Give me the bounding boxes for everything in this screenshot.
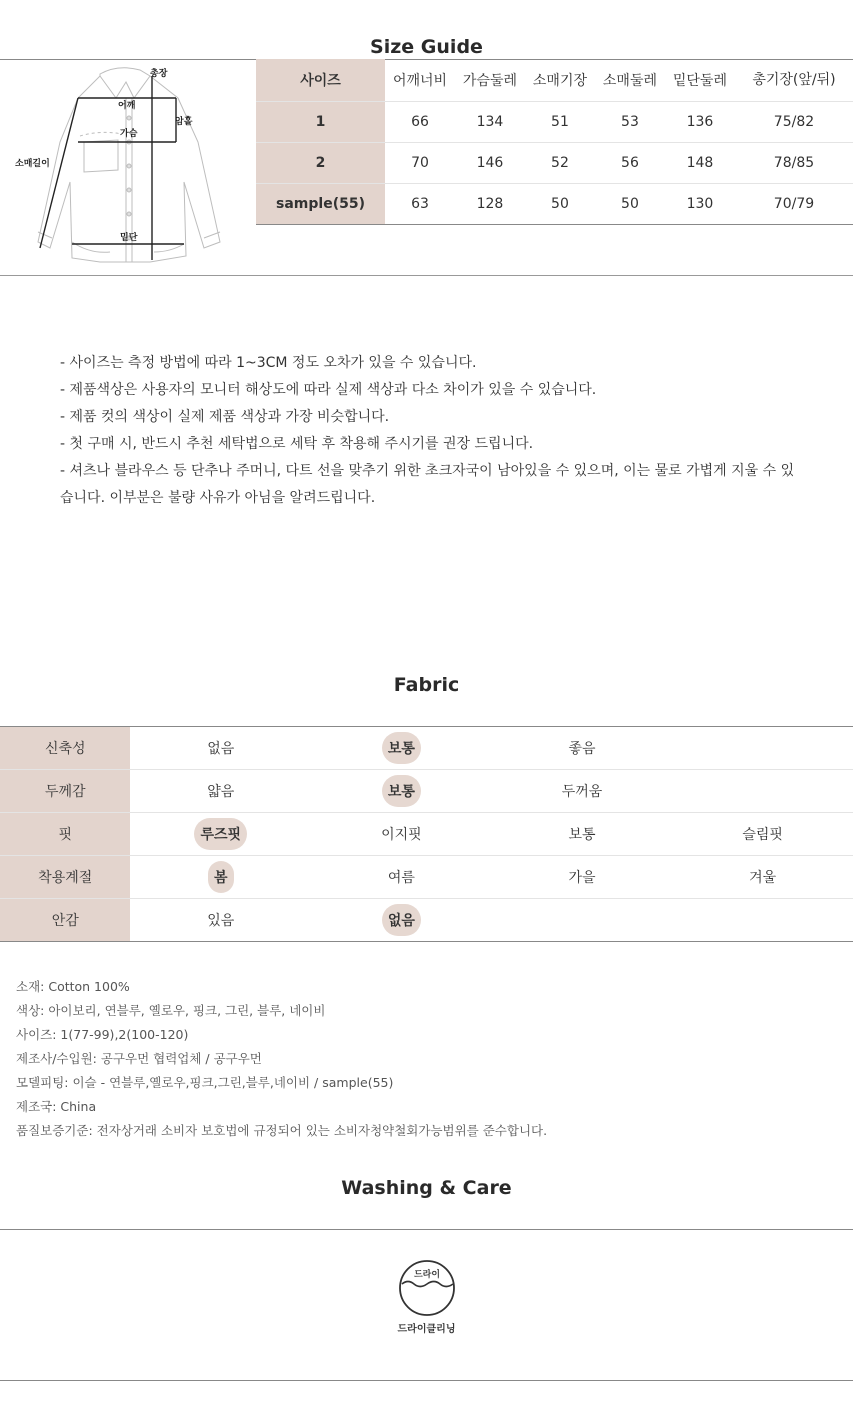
table-cell: 148 [665,143,735,184]
spec-manufacturer: 제조사/수입원: 공구우먼 협력업체 / 공구우먼 [16,1051,262,1066]
shirt-measurement-diagram [0,62,250,270]
fabric-option [492,899,673,942]
diagram-label-chest: 가슴 [120,129,138,139]
fabric-option: 이지핏 [311,813,492,856]
table-cell: 52 [525,143,595,184]
fabric-row-label: 두께감 [0,770,130,813]
fabric-row [0,856,853,899]
fabric-row [0,899,853,942]
note-item: - 셔츠나 블라우스 등 단추나 주머니, 다트 선을 맞추기 위한 초크자국이 남아있을 수 있으며, 이는 물로 가볍게 지울 수 있습니다. 이부분은 불량 사유가 아님을 알려드립니다. [60,463,795,506]
fabric-option [672,899,853,942]
fabric-title: Fabric [393,674,460,696]
table-cell: 75/82 [735,102,853,143]
diagram-label-hem: 밑단 [120,233,138,243]
fabric-option-selected: 없음 [311,899,492,942]
fabric-option: 얇음 [130,770,311,813]
fabric-option [672,770,853,813]
note-item: - 첫 구매 시, 반드시 추천 세탁법으로 세탁 후 착용해 주시기를 권장 드립니다. [60,436,534,452]
spec-size: 사이즈: 1(77-99),2(100-120) [16,1027,189,1042]
size-cell: sample(55) [256,184,385,225]
table-cell: 50 [525,184,595,225]
note-item: - 제품 컷의 색상이 실제 제품 색상과 가장 비슷합니다. [60,409,390,425]
shoulder-header-cell: 어깨너비 [385,59,455,102]
note-item: - 사이즈는 측정 방법에 따라 1~3CM 정도 오차가 있을 수 있습니다. [60,355,477,371]
table-cell: 51 [525,102,595,143]
table-cell: 78/85 [735,143,853,184]
product-specs [16,975,547,1143]
table-cell: 128 [455,184,525,225]
fabric-option-selected: 봄 [130,856,311,899]
table-cell: 130 [665,184,735,225]
note-item: - 제품색상은 사용자의 모니터 해상도에 따라 실제 색상과 다소 차이가 있을 수 있습니다. [60,382,597,398]
divider [0,1229,853,1230]
size-table [256,59,853,225]
table-row [256,102,853,143]
spec-warranty: 품질보증기준: 전자상거래 소비자 보호법에 규정되어 있는 소비자청약철회가능범위를 준수합니다. [16,1123,548,1138]
table-cell: 70 [385,143,455,184]
washing-title: Washing & Care [341,1177,512,1199]
fabric-option-selected: 보통 [311,770,492,813]
table-cell: 56 [595,143,665,184]
fabric-option: 보통 [492,813,673,856]
fabric-option [672,727,853,770]
sleeve-width-header-cell: 소매둘레 [595,59,665,102]
table-cell: 136 [665,102,735,143]
dry-clean-icon-text: 드라이 [413,1270,441,1280]
fabric-option: 좋음 [492,727,673,770]
size-cell: 2 [256,143,385,184]
fabric-option: 여름 [311,856,492,899]
diagram-label-armhole: 암홀 [175,117,193,127]
fabric-row [0,813,853,856]
table-cell: 53 [595,102,665,143]
hem-header-cell: 밑단둘레 [665,59,735,102]
spec-material: 소재: Cotton 100% [16,979,130,994]
table-row [256,143,853,184]
diagram-label-sleeve-length: 소매길이 [15,159,50,169]
fabric-option: 겨울 [672,856,853,899]
table-cell: 66 [385,102,455,143]
divider [0,275,853,276]
spec-color: 색상: 아이보리, 연블루, 옐로우, 핑크, 그린, 블루, 네이비 [16,1003,326,1018]
spec-origin: 제조국: China [16,1099,97,1114]
fabric-option: 슬림핏 [672,813,853,856]
fabric-option: 가을 [492,856,673,899]
size-notes [60,350,800,512]
chest-header-cell: 가슴둘레 [455,59,525,102]
fabric-row-label: 핏 [0,813,130,856]
spec-model-fitting: 모델피팅: 이슬 - 연블루,옐로우,핑크,그린,블루,네이비 / sample(55) [16,1075,394,1090]
table-row [256,184,853,225]
dry-clean-caption: 드라이클리닝 [397,1324,456,1335]
diagram-label-total-length: 총장 [150,69,168,79]
total-length-header-cell: 총기장(앞/뒤) [735,59,853,102]
table-cell: 70/79 [735,184,853,225]
diagram-label-shoulder: 어깨 [118,101,136,111]
fabric-option: 없음 [130,727,311,770]
sleeve-length-header-cell: 소매기장 [525,59,595,102]
divider [0,1380,853,1381]
fabric-option: 있음 [130,899,311,942]
fabric-option-selected: 루즈핏 [130,813,311,856]
fabric-option: 두꺼움 [492,770,673,813]
table-cell: 63 [385,184,455,225]
size-cell: 1 [256,102,385,143]
size-guide-title: Size Guide [370,36,483,58]
fabric-row-label: 신축성 [0,727,130,770]
fabric-row-label: 착용계절 [0,856,130,899]
table-cell: 50 [595,184,665,225]
size-header-cell: 사이즈 [256,59,385,102]
size-table-header-row [256,59,853,102]
fabric-table [0,727,853,942]
table-cell: 146 [455,143,525,184]
fabric-row [0,727,853,770]
fabric-row-label: 안감 [0,899,130,942]
dry-clean-icon [396,1260,458,1316]
table-cell: 134 [455,102,525,143]
fabric-option-selected: 보통 [311,727,492,770]
fabric-row [0,770,853,813]
